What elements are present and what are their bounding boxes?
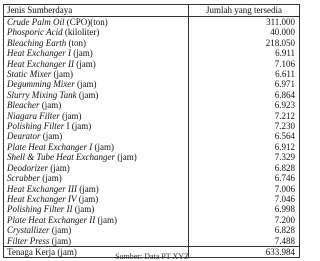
resource-amount-cell: 6.864 bbox=[189, 90, 300, 100]
table-row bbox=[4, 90, 300, 100]
resource-name-cell bbox=[4, 69, 189, 79]
resource-unit: (jam) bbox=[40, 173, 62, 184]
resource-name-cell bbox=[4, 111, 189, 121]
resource-name-italic: Plate Heat Exchanger I bbox=[7, 141, 93, 152]
resource-name-italic: Polishing Filter II bbox=[7, 204, 73, 215]
resource-amount-cell: 6.828 bbox=[189, 225, 300, 235]
table-row bbox=[4, 163, 300, 173]
resource-name-cell bbox=[4, 17, 189, 28]
resource-amount-cell: 7.046 bbox=[189, 194, 300, 204]
resource-unit: (jam) bbox=[39, 100, 62, 111]
resource-name-italic: Bleaching Earth bbox=[7, 37, 67, 48]
resource-name-italic: Phosporic Acid bbox=[7, 27, 63, 38]
resource-unit: (kiloliter) bbox=[62, 27, 100, 38]
table-row bbox=[4, 100, 300, 110]
resource-unit: (jam) bbox=[76, 183, 99, 194]
resource-amount-cell: 7.200 bbox=[189, 215, 300, 225]
resource-name-cell bbox=[4, 236, 189, 247]
resource-name-cell bbox=[4, 90, 189, 100]
resource-unit: (jam) bbox=[51, 69, 73, 80]
resource-name-italic: Crystallizer bbox=[7, 225, 50, 236]
resource-name-cell bbox=[4, 142, 189, 152]
table-row bbox=[4, 59, 300, 69]
resource-unit: (jam) bbox=[72, 204, 95, 215]
resource-unit: (jam) bbox=[114, 152, 137, 163]
resource-amount-cell: 7.006 bbox=[189, 184, 300, 194]
table-row bbox=[4, 142, 300, 152]
resource-name-italic: Heat Exchanger I bbox=[7, 48, 71, 59]
resource-name-italic: Heat Exchanger III bbox=[7, 183, 77, 194]
resource-name-cell bbox=[4, 163, 189, 173]
table-row bbox=[4, 38, 300, 48]
total-row-name: Tenaga Kerja (jam) bbox=[4, 246, 189, 257]
resource-name-cell bbox=[4, 194, 189, 204]
resource-name-cell bbox=[4, 38, 189, 48]
resource-unit: (jam) bbox=[48, 162, 70, 173]
resource-unit: (jam) bbox=[92, 141, 114, 152]
resource-table bbox=[3, 4, 300, 258]
column-header-available-amount: Jumlah yang tersedia bbox=[189, 5, 300, 17]
resource-name-italic: Dearator bbox=[7, 131, 41, 142]
resource-unit: (jam) bbox=[40, 131, 63, 142]
resource-unit: (jam) bbox=[74, 79, 97, 90]
table-row bbox=[4, 79, 300, 89]
resource-name-cell bbox=[4, 121, 189, 131]
table-row bbox=[4, 215, 300, 225]
table-header-row bbox=[4, 5, 300, 17]
resource-amount-cell: 6.923 bbox=[189, 100, 300, 110]
table-row bbox=[4, 69, 300, 79]
resource-name-italic: Plate Heat Exchanger II bbox=[7, 214, 96, 225]
resource-name-cell bbox=[4, 48, 189, 58]
table-row bbox=[4, 152, 300, 162]
resource-amount-cell: 6.611 bbox=[189, 69, 300, 79]
resource-name-italic: Shell & Tube Heat Exchanger bbox=[7, 152, 115, 163]
resource-name-italic: Static Mixer bbox=[7, 69, 52, 80]
resource-name-cell bbox=[4, 59, 189, 69]
resource-amount-cell: 7.212 bbox=[189, 111, 300, 121]
resource-name-italic: Degumming Mixer bbox=[7, 79, 75, 90]
table-row bbox=[4, 17, 300, 28]
resource-amount-cell: 6.998 bbox=[189, 204, 300, 214]
table-row bbox=[4, 204, 300, 214]
table-row bbox=[4, 48, 300, 58]
table-body bbox=[4, 17, 300, 247]
resource-name-cell bbox=[4, 173, 189, 183]
resource-table-container bbox=[3, 4, 299, 258]
resource-unit: (CPO)(ton) bbox=[64, 17, 108, 27]
resource-unit: (jam) bbox=[76, 89, 99, 100]
resource-name-italic: Crude Palm Oil bbox=[7, 17, 65, 27]
resource-name-cell bbox=[4, 27, 189, 37]
resource-unit: (jam) bbox=[76, 193, 99, 204]
table-row bbox=[4, 27, 300, 37]
resource-name-cell bbox=[4, 131, 189, 141]
resource-name-italic: Scrubber bbox=[7, 173, 40, 184]
resource-unit: (jam) bbox=[73, 58, 96, 69]
resource-name-italic: Heat Exchanger IV bbox=[7, 193, 77, 204]
resource-name-cell bbox=[4, 152, 189, 162]
resource-name-italic: Heat Exchanger II bbox=[7, 58, 74, 69]
resource-amount-cell: 7.106 bbox=[189, 59, 300, 69]
column-header-resource-type: Jenis Sumberdaya bbox=[4, 5, 189, 17]
resource-amount-cell: 7.230 bbox=[189, 121, 300, 131]
resource-name-italic: Polishing Filter bbox=[7, 121, 65, 132]
table-source-note: Sumber: Data PT XYZ bbox=[115, 252, 189, 261]
resource-amount-cell: 6.746 bbox=[189, 173, 300, 183]
resource-amount-cell: 40.000 bbox=[189, 27, 300, 37]
resource-unit: (jam) bbox=[59, 110, 82, 121]
resource-name-cell bbox=[4, 204, 189, 214]
table-row bbox=[4, 131, 300, 141]
resource-amount-cell: 7.488 bbox=[189, 236, 300, 247]
resource-name-italic: Deodorizer bbox=[7, 162, 48, 173]
table-row bbox=[4, 173, 300, 183]
total-row-value: 633.984 bbox=[189, 246, 300, 257]
resource-amount-cell: 7.329 bbox=[189, 152, 300, 162]
resource-name-italic: Niagara Filter bbox=[7, 110, 60, 121]
resource-name-cell bbox=[4, 79, 189, 89]
resource-name-cell bbox=[4, 184, 189, 194]
resource-name-italic: Bleacher bbox=[7, 100, 40, 111]
table-row bbox=[4, 225, 300, 235]
resource-unit: (jam) bbox=[70, 48, 93, 59]
resource-unit: (jam) bbox=[49, 225, 72, 236]
resource-unit: (jam) bbox=[95, 214, 117, 225]
resource-name-cell bbox=[4, 100, 189, 110]
table-row bbox=[4, 194, 300, 204]
resource-amount-cell: 6.564 bbox=[189, 131, 300, 141]
resource-name-cell bbox=[4, 225, 189, 235]
resource-amount-cell: 6.911 bbox=[189, 48, 300, 58]
resource-name-italic: Filter Press bbox=[7, 235, 50, 246]
table-row bbox=[4, 111, 300, 121]
resource-unit: I (jam) bbox=[64, 121, 92, 132]
resource-amount-cell: 6.828 bbox=[189, 163, 300, 173]
resource-amount-cell: 218.050 bbox=[189, 38, 300, 48]
resource-unit: (ton) bbox=[66, 37, 86, 48]
table-row bbox=[4, 121, 300, 131]
resource-amount-cell: 6.912 bbox=[189, 142, 300, 152]
resource-unit: (jam) bbox=[49, 235, 72, 246]
table-row bbox=[4, 236, 300, 247]
resource-name-italic: Slurry Mixing Tank bbox=[7, 89, 77, 100]
table-row bbox=[4, 184, 300, 194]
resource-name-cell bbox=[4, 215, 189, 225]
resource-amount-cell: 6.971 bbox=[189, 79, 300, 89]
resource-amount-cell: 311.000 bbox=[189, 17, 300, 28]
